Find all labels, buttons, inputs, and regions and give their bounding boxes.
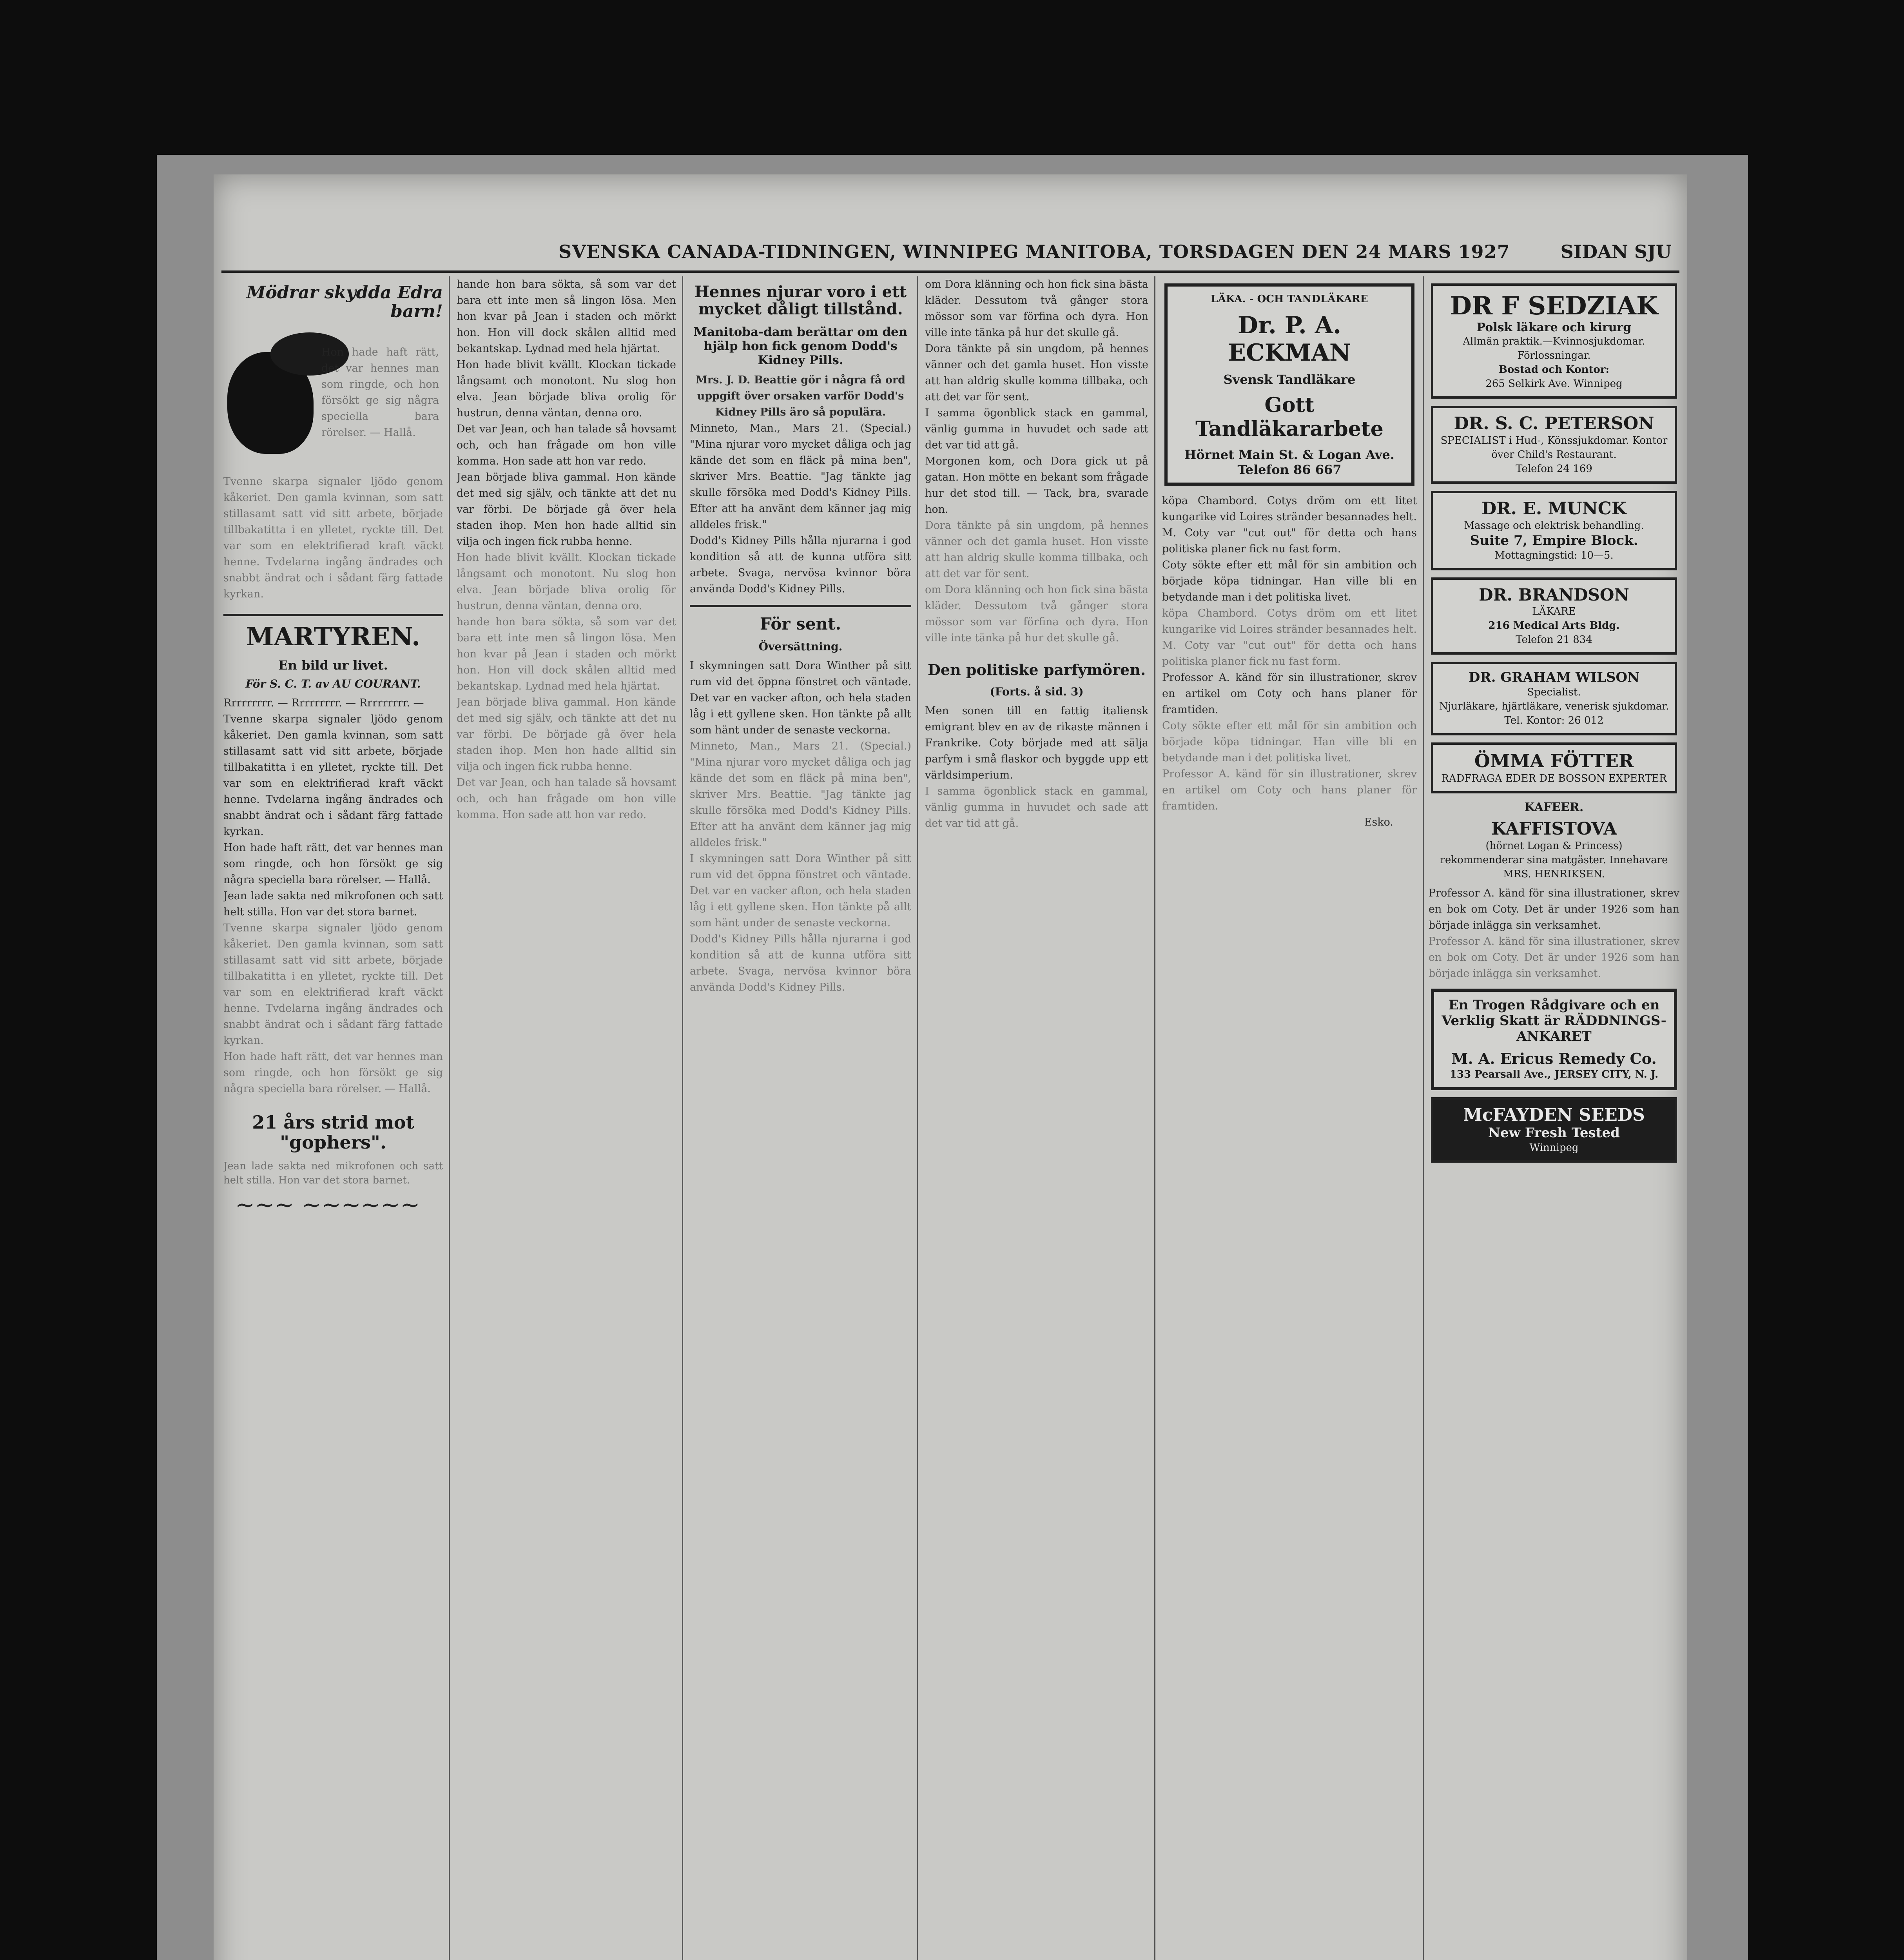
address: Suite 7, Empire Block. (1470, 533, 1638, 548)
column-5 (1162, 276, 1417, 1960)
seeds-ad (1431, 1097, 1677, 1163)
story-text: Jean lade sakta ned mikrofonen och satt helt stilla. Hon var det stora barnet. (223, 890, 443, 918)
ad-subtitle: (hörnet Logan & Princess) (1485, 840, 1623, 852)
company-name: M. A. Ericus Remedy Co. (1451, 1050, 1657, 1067)
column-divider (1154, 276, 1155, 1960)
masthead-title: SVENSKA CANADA-TIDNINGEN, WINNIPEG MANITOBA, TORSDAGEN DEN 24 MARS 1927 (559, 241, 1510, 262)
company-name: McFAYDEN SEEDS (1463, 1105, 1645, 1125)
address: 216 Medical Arts Bldg. (1488, 620, 1620, 632)
story-text: Hon hade haft rätt, det var hennes man som ringde, och hon försökt ge sig några speciella bara rörelser. — Hallå. (223, 1051, 443, 1095)
phone: Tel. Kontor: 26 012 (1504, 715, 1604, 726)
story-continuation: Det var Jean, och han talade så hovsamt och, och han frågade om hon ville komma. Hon sade att hon var redo. (457, 423, 676, 467)
story-text: I samma ögonblick stack en gammal, vänlig gumma in huvudet och sade att det var tid att gå. (925, 785, 1148, 829)
ad-headline: En Trogen Rådgivare och en Verklig Skatt är RÄDDNINGS-ANKARET (1442, 997, 1666, 1044)
phone: Telefon 21 834 (1516, 634, 1592, 646)
ad-title: KAFFISTOVA (1491, 819, 1617, 839)
page-number: SIDAN SJU (1560, 241, 1672, 262)
story-continuation: om Dora klänning och hon fick sina bästa kläder. Dessutom två gånger stora mössor som var förfina och dyra. Hon ville inte tänka på hur det skulle gå. (925, 278, 1148, 339)
bottom-headline: 21 års strid mot "gophers". (252, 1112, 414, 1153)
story-title: MARTYREN. (246, 622, 421, 652)
column-1 (223, 276, 443, 1960)
story-continuation: Hon hade blivit kvällt. Klockan tickade långsamt och monotont. Nu slog hon elva. Jean började bliva orolig för hustrun, denna väntan, denna oro. (457, 359, 676, 419)
peterson-ad (1431, 406, 1677, 484)
munck-ad (1431, 491, 1677, 570)
story-text: Minneto, Man., Mars 21. (Special.) "Mina njurar voro mycket dåliga och jag kände det som en fläck på mina ben", skriver Mrs. Beattie. "Jag tänkte jag skulle försöka med Dodd's Kidney Pills. Efter att ha använt dem känner jag mig alldeles frisk." (690, 740, 911, 849)
doctor-name: DR F SEDZIAK (1450, 291, 1658, 321)
story-continuation: Jean började bliva gammal. Hon kände det med sig själv, och tänkte att det nu var förbi. De började gå över hela staden ihop. Men hon hade alltid sin vilja och ingen fick rubba henne. (457, 696, 676, 773)
doctor-title: Specialist. (1527, 686, 1581, 698)
column-divider (449, 276, 450, 1960)
doctor-title: Svensk Tandläkare (1223, 372, 1356, 387)
hours: Mottagningstid: 10—5. (1494, 550, 1614, 561)
ad-headline: Mödrar skydda Edra barn! (246, 283, 443, 322)
doctor-name: Dr. P. A. ECKMAN (1228, 312, 1351, 367)
ad-label: Bostad och Kontor: (1498, 364, 1610, 376)
fotter-ad (1431, 742, 1677, 793)
story-continuation: köpa Chambord. Cotys dröm om ett litet kungarike vid Loires stränder besannades helt. M. Coty var "cut out" för detta och hans politiska planer fick nu fast form. (1162, 607, 1417, 668)
ad-illustration (223, 328, 443, 470)
article-headline: Hennes njurar voro i ett mycket dåligt tillstånd. (694, 283, 907, 318)
story-continuation: Morgonen kom, och Dora gick ut på gatan. Hon mötte en bekant som frågade hur det stod till. — Tack, bra, svarade hon. (925, 455, 1148, 515)
story-text: I skymningen satt Dora Winther på sitt rum vid det öppna fönstret och väntade. Det var en vacker afton, och hela staden låg i ett gyllene sken. Hon tänkte på allt som hänt under de senaste veckorna. (690, 660, 911, 737)
story-continuation: Professor A. känd för sina illustrationer, skrev en bok om Coty. Det är under 1926 som han började inlägga sin verksamhet. (1429, 887, 1679, 931)
story-text: I skymningen satt Dora Winther på sitt rum vid det öppna fönstret och väntade. Det var en vacker afton, och hela staden låg i ett gyllene sken. Hon tänkte på allt som hänt under de senaste veckorna. (690, 853, 911, 929)
phone: Telefon 86 667 (1237, 462, 1342, 477)
story-continuation: Hon hade blivit kvällt. Klockan tickade långsamt och monotont. Nu slog hon elva. Jean började bliva orolig för hustrun, denna väntan, denna oro. (457, 552, 676, 612)
story-continuation: Dora tänkte på sin ungdom, på hennes vänner och det gamla huset. Hon visste att han aldrig skulle komma tillbaka, och att det var för sent. (925, 519, 1148, 580)
phone: Telefon 24 169 (1516, 463, 1592, 475)
story-continuation: Jean började bliva gammal. Hon kände det med sig själv, och tänkte att det nu var förbi. De började gå över hela staden ihop. Men hon hade alltid sin vilja och ingen fick rubba henne. (457, 471, 676, 548)
address: 265 Selkirk Ave. Winnipeg (1485, 378, 1623, 390)
doctor-name: DR. GRAHAM WILSON (1468, 670, 1640, 685)
story-text: Hon hade haft rätt, det var hennes man som ringde, och hon försökt ge sig några speciella bara rörelser. — Hallå. (223, 842, 443, 886)
story-continuation: Professor A. känd för sina illustrationer, skrev en bok om Coty. Det är under 1926 som han började inlägga sin verksamhet. (1429, 935, 1679, 980)
ad-text: RADFRAGA EDER DE BOSSON EXPERTER (1441, 773, 1667, 784)
story-continuation: hande hon bara sökta, så som var det bara ett inte men så lingon lösa. Men hon kvar på Jean i staden och mörkt hon. Hon vill dock skålen alltid med bekantskap. Lydnad med hela hjärtat. (457, 278, 676, 355)
ad-tagline: Gott Tandläkararbete (1195, 393, 1384, 441)
story-continuation: köpa Chambord. Cotys dröm om ett litet kungarike vid Loires stränder besannades helt. M. Coty var "cut out" för detta och hans politiska planer fick nu fast form. (1162, 495, 1417, 555)
column-4 (925, 276, 1148, 1960)
story-continuation: I samma ögonblick stack en gammal, vänlig gumma in huvudet och sade att det var tid att gå. (925, 407, 1148, 451)
ad-tagline: New Fresh Tested (1488, 1125, 1620, 1141)
eckman-ad (1164, 283, 1414, 486)
story-text: Men sonen till en fattig italiensk emigrant blev en av de rikaste männen i Frankrike. Coty började med att sälja parfym i små flaskor och byggde upp ett världsimperium. (925, 704, 1148, 781)
section-label: KAFEER. (1524, 800, 1584, 814)
doctor-name: DR. BRANDSON (1479, 585, 1629, 604)
section-rule (690, 605, 911, 607)
ad-text: Allmän praktik.—Kvinnosjukdomar. Förlossningar. (1463, 336, 1645, 361)
story-continuation: Dora tänkte på sin ungdom, på hennes vänner och det gamla huset. Hon visste att han aldrig skulle komma tillbaka, och att det var för sent. (925, 343, 1148, 403)
ad-text: Hon hade haft rätt, det var hennes man som ringde, och hon försökt ge sig några speciella bara rörelser. — Hallå. (321, 346, 439, 439)
remedy-ad (1431, 989, 1677, 1090)
ad-body: Tvenne skarpa signaler ljödo genom kåkeriet. Den gamla kvinnan, som satt stillasamt satt vid sitt arbete, började tillbakatitta i en ylletet, ryckte till. Det var som en elektrifierad kraft väckt henne. Tvdelarna ingång ändrades och snabbt ändrat och i sådant färg fattade kyrkan. (223, 475, 443, 600)
column-2 (457, 276, 676, 1960)
story-continuation: om Dora klänning och hon fick sina bästa kläder. Dessutom två gånger stora mössor som var förfina och dyra. Hon ville inte tänka på hur det skulle gå. (925, 584, 1148, 644)
story-subtitle: (Forts. å sid. 3) (990, 685, 1084, 698)
ad-text: Njurläkare, hjärtläkare, venerisk sjukdomar. (1439, 701, 1669, 712)
story-signoff: Esko. (1364, 816, 1393, 828)
article-intro: Mrs. J. D. Beattie gör i några få ord uppgift över orsaken varför Dodd's Kidney Pills äro så populära. (695, 374, 906, 418)
story-subtitle: En bild ur livet. (278, 658, 388, 673)
city: Winnipeg (1529, 1142, 1579, 1154)
story-subtitle: Översättning. (758, 640, 843, 653)
column-6 (1429, 276, 1679, 1960)
story-text: Tvenne skarpa signaler ljödo genom kåkeriet. Den gamla kvinnan, som satt stillasamt satt vid sitt arbete, började tillbakatitta i en ylletet, ryckte till. Det var som en elektrifierad kraft väckt henne. Tvdelarna ingång ändrades och snabbt ändrat och i sådant färg fattade kyrkan. (223, 922, 443, 1047)
sedziak-ad (1431, 283, 1677, 399)
masthead (214, 241, 1687, 269)
section-rule (223, 614, 443, 616)
story-continuation: Coty sökte efter ett mål för sin ambition och började köpa tidningar. Han ville bli en betydande man i det politiska livet. (1162, 720, 1417, 764)
address: 133 Pearsall Ave., JERSEY CITY, N. J. (1449, 1069, 1659, 1080)
story-continuation: Professor A. känd för sin illustrationer, skrev en artikel om Coty och hans planer för framtiden. (1162, 671, 1417, 716)
story-text: Tvenne skarpa signaler ljödo genom kåkeriet. Den gamla kvinnan, som satt stillasamt satt vid sitt arbete, började tillbakatitta i en ylletet, ryckte till. Det var som en elektrifierad kraft väckt henne. Tvdelarna ingång ändrades och snabbt ändrat och i sådant färg fattade kyrkan. (223, 713, 443, 838)
article-subhead: Manitoba-dam berättar om den hjälp hon fick genom Dodd's Kidney Pills. (693, 325, 908, 367)
ad-text: SPECIALIST i Hud-, Könssjukdomar. Kontor över Child's Restaurant. (1440, 435, 1668, 461)
column-3 (690, 276, 911, 1960)
doctor-name: DR. S. C. PETERSON (1454, 414, 1654, 434)
article-text: Minneto, Man., Mars 21. (Special.) "Mina njurar voro mycket dåliga och jag kände det som en fläck på mina ben", skriver Mrs. Beattie. "Jag tänkte jag skulle försöka med Dodd's Kidney Pills. Efter att ha använt dem känner jag mig alldeles frisk." (690, 422, 911, 531)
story-continuation: Det var Jean, och han talade så hovsamt och, och han frågade om hon ville komma. Hon sade att hon var redo. (457, 777, 676, 821)
address: Hörnet Main St. & Logan Ave. (1184, 447, 1394, 462)
story-continuation: Coty sökte efter ett mål för sin ambition och började köpa tidningar. Han ville bli en betydande man i det politiska livet. (1162, 559, 1417, 603)
column-divider (1423, 276, 1424, 1960)
masthead-rule (221, 270, 1679, 273)
story-title: För sent. (760, 614, 841, 633)
story-text: Dodd's Kidney Pills hålla njurarna i god kondition så att de kunna utföra sitt arbete. Svaga, nervösa kvinnor böra använda Dodd's Kidney Pills. (690, 933, 911, 994)
doctor-title: LÄKARE (1532, 606, 1576, 617)
signature-image: ~~~ ~~~~~~ (235, 1191, 420, 1219)
newspaper-page (214, 174, 1687, 1960)
story-opening: Rrrrrrrrr. — Rrrrrrrrr. — Rrrrrrrrr. — (223, 697, 424, 710)
ad-text: rekommenderar sina matgäster. Innehavare MRS. HENRIKSEN. (1440, 854, 1668, 880)
brandson-ad (1431, 577, 1677, 655)
story-continuation: Professor A. känd för sin illustrationer, skrev en artikel om Coty och hans planer för framtiden. (1162, 768, 1417, 812)
doctor-name: DR. E. MUNCK (1481, 499, 1627, 519)
bottom-article: Jean lade sakta ned mikrofonen och satt helt stilla. Hon var det stora barnet. (223, 1160, 443, 1187)
story-byline: För S. C. T. av AU COURANT. (245, 677, 421, 691)
wilson-ad (1431, 662, 1677, 735)
ad-header: LÄKA. - OCH TANDLÄKARE (1211, 293, 1368, 305)
kaffistova-ad (1429, 819, 1679, 881)
story-continuation: hande hon bara sökta, så som var det bara ett inte men så lingon lösa. Men hon kvar på Jean i staden och mörkt hon. Hon vill dock skålen alltid med bekantskap. Lydnad med hela hjärtat. (457, 616, 676, 692)
column-divider (682, 276, 683, 1960)
ad-text: Massage och elektrisk behandling. (1464, 520, 1644, 532)
story-title: Den politiske parfymören. (927, 661, 1146, 679)
doctor-title: Polsk läkare och kirurg (1476, 321, 1632, 334)
ad-title: ÖMMA FÖTTER (1474, 750, 1634, 771)
article-text: Dodd's Kidney Pills hålla njurarna i god kondition så att de kunna utföra sitt arbete. Svaga, nervösa kvinnor böra använda Dodd's Kidney Pills. (690, 535, 911, 595)
column-divider (917, 276, 918, 1960)
